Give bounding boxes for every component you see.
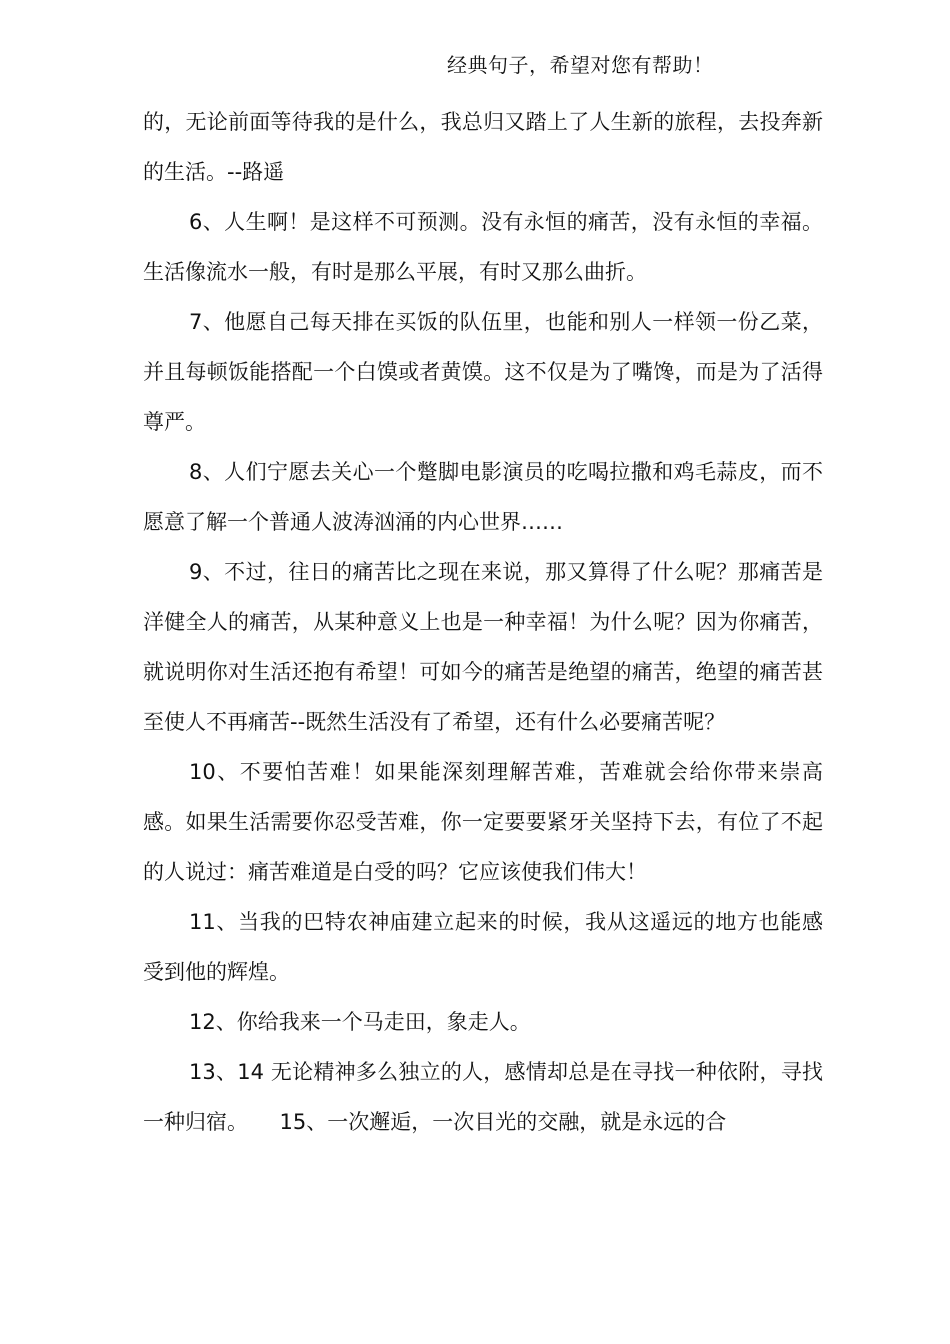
- paragraph-13-15: 13、14 无论精神多么独立的人，感情却总是在寻找一种依附，寻找一种归宿。 15、一次邂逅，一次目光的交融，就是永远的合: [143, 1060, 823, 1134]
- paragraph-11: 11、当我的巴特农神庙建立起来的时候，我从这遥远的地方也能感受到他的辉煌。: [143, 910, 823, 984]
- paragraph-8: 8、人们宁愿去关心一个蹩脚电影演员的吃喝拉撒和鸡毛蒜皮，而不愿意了解一个普通人波涛汹涌的内心世界……: [143, 460, 823, 534]
- paragraph-7: 7、他愿自己每天排在买饭的队伍里，也能和别人一样领一份乙菜，并且每顿饭能搭配一个白馍或者黄馍。这不仅是为了嘴馋，而是为了活得尊严。: [143, 310, 823, 434]
- document-body: [143, 97, 823, 1147]
- paragraph-9: 9、不过，往日的痛苦比之现在来说，那又算得了什么呢？那痛苦是洋健全人的痛苦，从某种意义上也是一种幸福！为什么呢？因为你痛苦，就说明你对生活还抱有希望！可如今的痛苦是绝望的痛苦，绝望的痛苦甚至使人不再痛苦--既然生活没有了希望，还有什么必要痛苦呢？: [143, 560, 823, 734]
- paragraph-continuation: 的，无论前面等待我的是什么，我总归又踏上了人生新的旅程，去投奔新的生活。--路遥: [143, 110, 823, 184]
- paragraph-12: 12、你给我来一个马走田，象走人。: [189, 1010, 531, 1034]
- paragraph-6: 6、人生啊！是这样不可预测。没有永恒的痛苦，没有永恒的幸福。生活像流水一般，有时是那么平展，有时又那么曲折。: [143, 210, 823, 284]
- page-header: 经典句子，希望对您有帮助！: [447, 53, 714, 77]
- paragraph-10: 10、不要怕苦难！如果能深刻理解苦难，苦难就会给你带来崇高感。如果生活需要你忍受苦难，你一定要要紧牙关坚持下去，有位了不起的人说过：痛苦难道是白受的吗？它应该使我们伟大！: [143, 760, 823, 884]
